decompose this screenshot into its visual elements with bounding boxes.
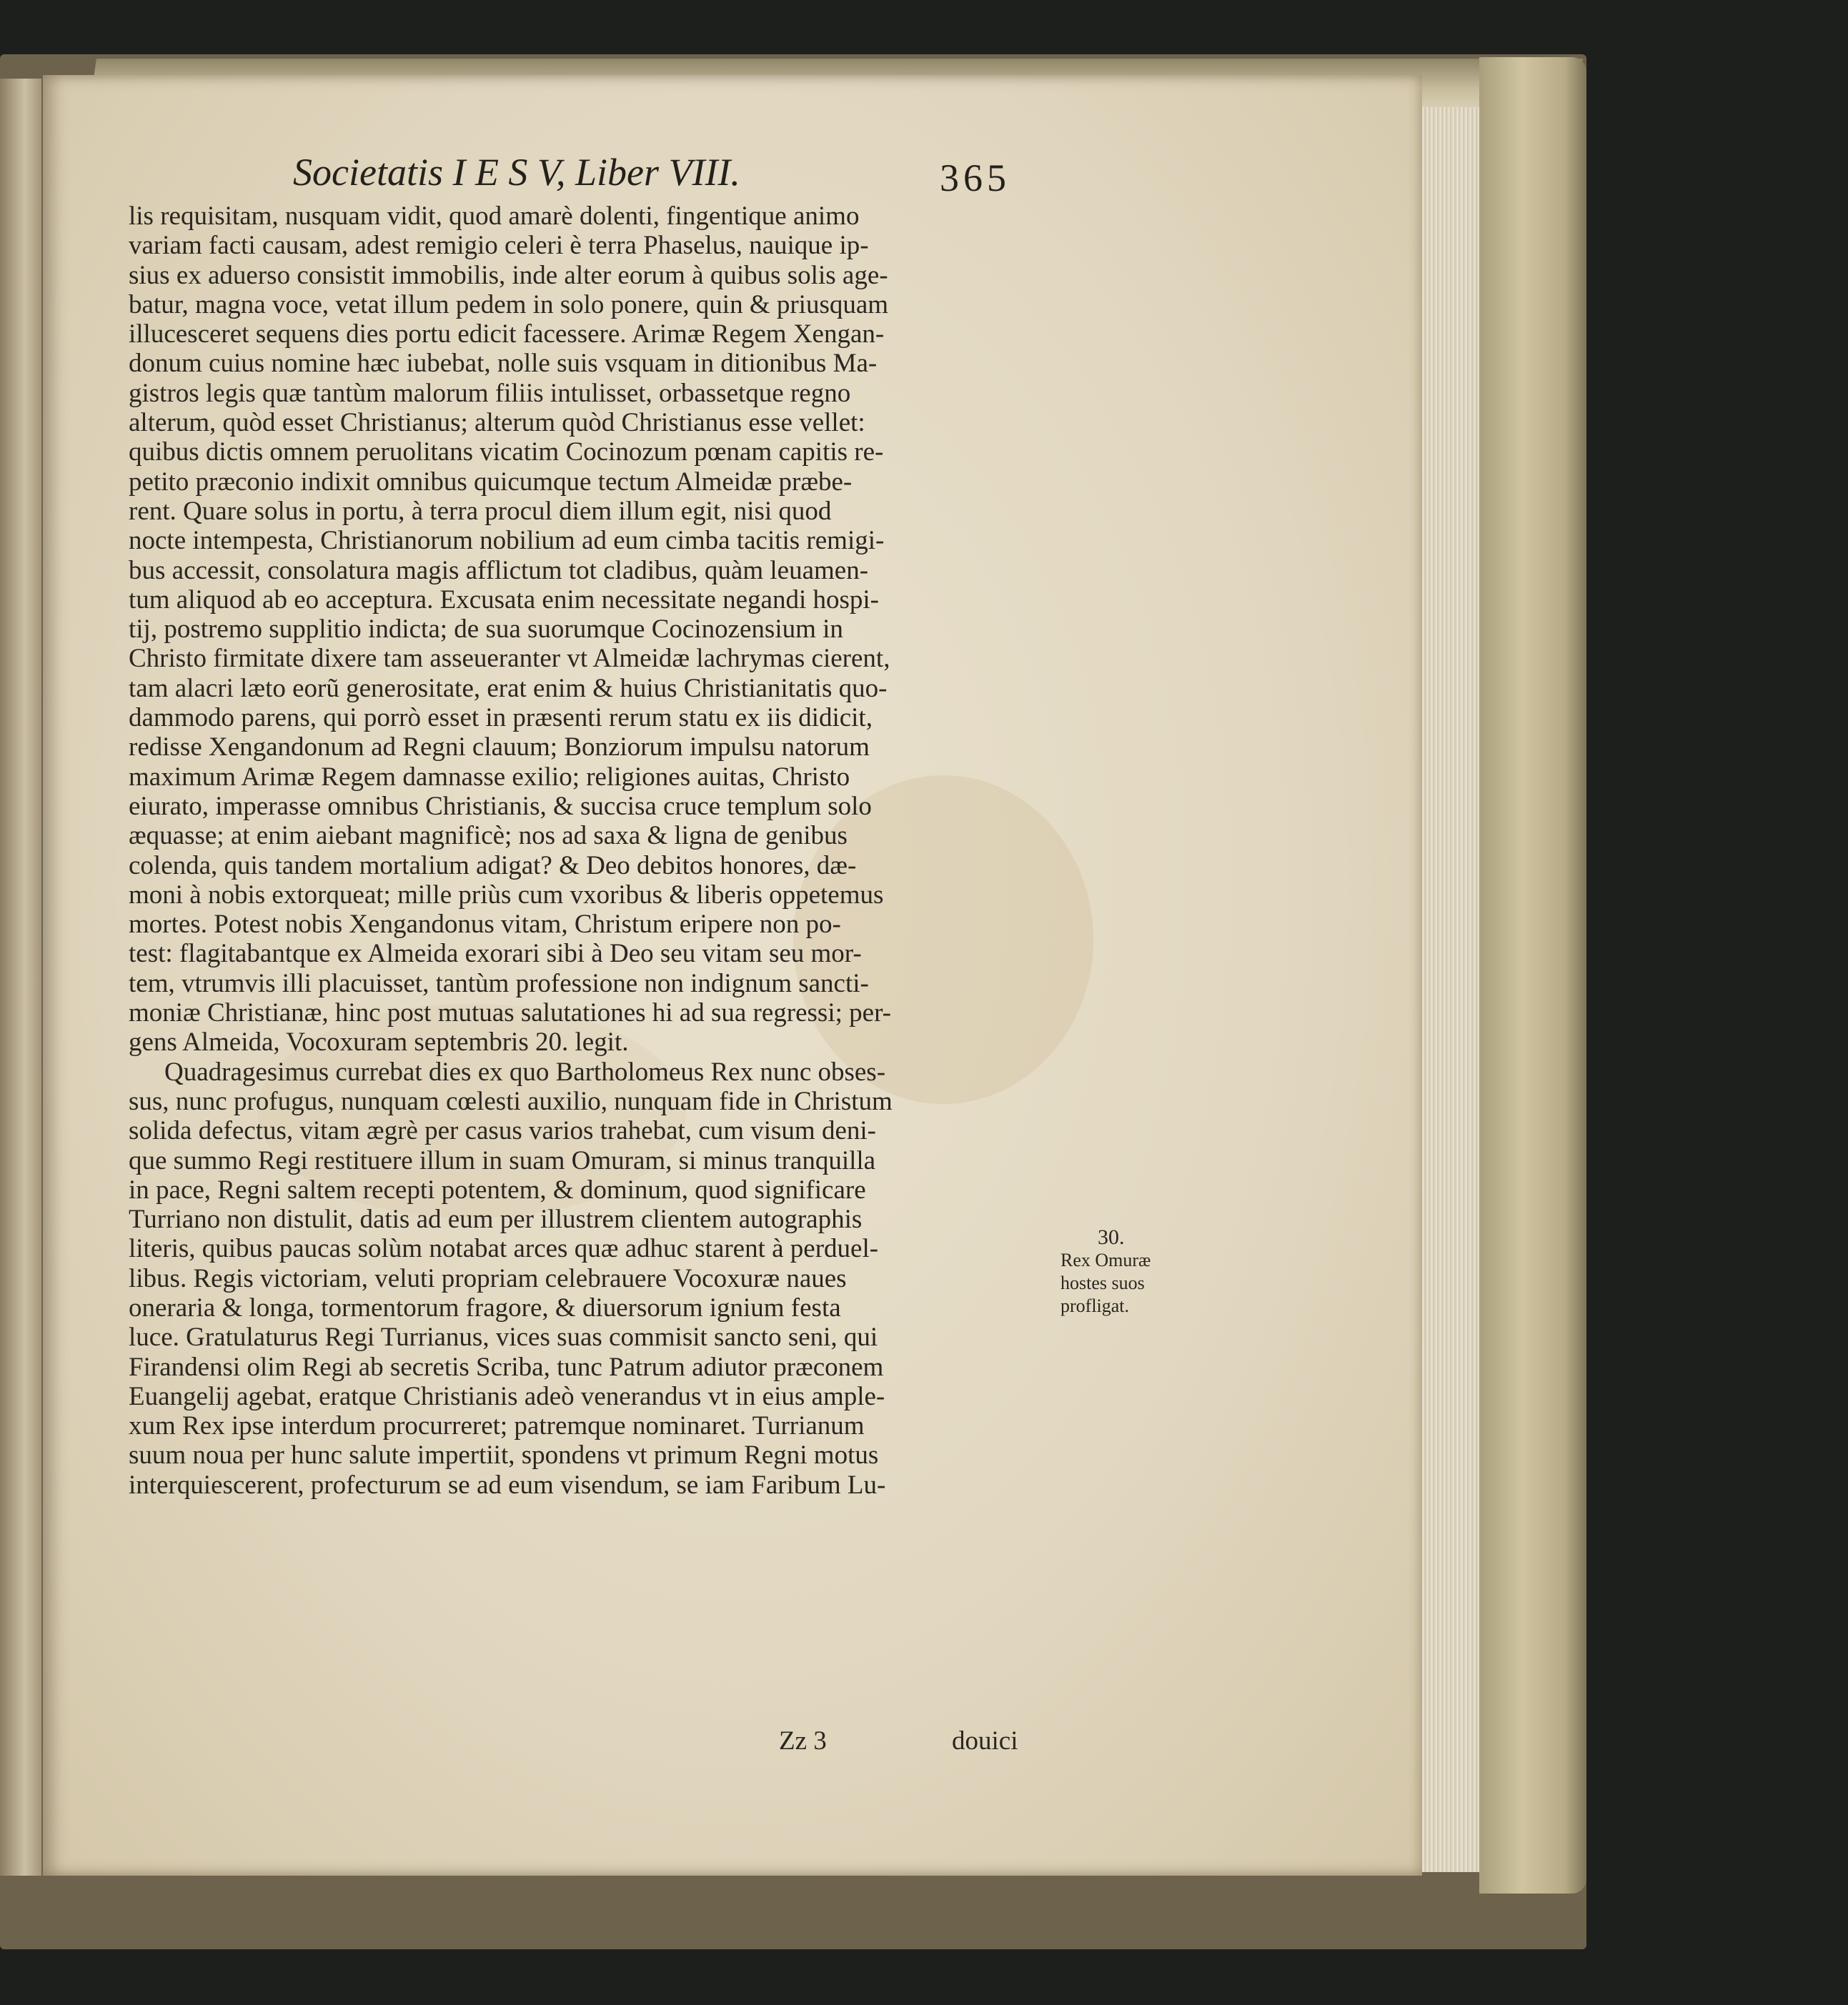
text-line: literis, quibus paucas solùm notabat arces quæ adhuc starent à perduel- <box>129 1234 879 1264</box>
text-line: test: flagitabantque ex Almeida exorari sibi à Deo seu vitam seu mor- <box>129 939 862 969</box>
text-line: petito præconio indixit omnibus quicumque tectum Almeidæ præbe- <box>129 467 853 497</box>
text-line: nocte intempesta, Christianorum nobilium ad eum cimba tacitis remigi- <box>129 526 885 556</box>
catchword: douici <box>952 1726 1018 1756</box>
text-line: sus, nunc profugus, nunquam cœlesti auxilio, nunquam fide in Christum <box>129 1086 893 1116</box>
text-line: tem, vtrumvis illi placuisset, tantùm professione non indignum sancti- <box>129 968 869 998</box>
text-line: alterum, quòd esset Christianus; alterum quòd Christianus esse vellet: <box>129 408 865 438</box>
running-title: Societatis I E S V, Liber VIII. <box>293 151 740 194</box>
text-line: que summo Regi restituere illum in suam Omuram, si minus tranquilla <box>129 1145 876 1175</box>
margin-note-number: 30. <box>1098 1225 1125 1249</box>
text-line: lis requisitam, nusquam vidit, quod amarè dolenti, fingentique animo <box>129 202 860 231</box>
text-line: batur, magna voce, vetat illum pedem in solo ponere, quin & priusquam <box>129 289 889 319</box>
text-line: Christo firmitate dixere tam asseueranter vt Almeidæ lachrymas cierent, <box>129 644 890 674</box>
body-text <box>129 202 1058 1500</box>
text-line: tum aliquod ab eo acceptura. Excusata enim necessitate negandi hospi- <box>129 584 880 615</box>
text-line: in pace, Regni saltem recepti potentem, & dominum, quod significare <box>129 1175 866 1205</box>
text-line: moniæ Christianæ, hinc post mutuas salutationes hi ad sua regressi; per- <box>129 998 891 1028</box>
text-line: xum Rex ipse interdum procurreret; patremque nominaret. Turrianum <box>129 1411 865 1441</box>
text-line: Quadragesimus currebat dies ex quo Bartholomeus Rex nunc obses- <box>164 1057 886 1087</box>
text-line: dammodo parens, qui porrò esset in præsenti rerum statu ex iis didicit, <box>129 703 873 733</box>
text-line: æquasse; at enim aiebant magnificè; nos ad saxa & ligna de genibus <box>129 821 848 851</box>
margin-note-line: Rex Omuræ <box>1060 1250 1151 1270</box>
book-spine <box>1479 57 1586 1894</box>
text-line: donum cuius nomine hæc iubebat, nolle suis vsquam in ditionibus Ma- <box>129 349 878 379</box>
margin-note-line: hostes suos <box>1060 1273 1145 1293</box>
running-head <box>293 143 1079 207</box>
text-line: colenda, quis tandem mortalium adigat? & Deo debitos honores, dæ- <box>129 850 857 880</box>
text-line: bus accessit, consolatura magis afflictum tot cladibus, quàm leuamen- <box>129 555 869 585</box>
text-line: tij, postremo supplitio indicta; de sua suorumque Cocinozensium in <box>129 615 843 645</box>
text-line: tam alacri læto eorũ generositate, erat enim & huius Christianitatis quo- <box>129 673 888 703</box>
text-line: mortes. Potest nobis Xengandonus vitam, Christum eripere non po- <box>129 910 841 940</box>
margin-note <box>1060 1226 1203 1318</box>
text-line: illucesceret sequens dies portu edicit facessere. Arimæ Regem Xengan- <box>129 319 885 349</box>
text-line: eiurato, imperasse omnibus Christianis, & succisa cruce templum solo <box>129 791 872 821</box>
text-line: gens Almeida, Vocoxuram septembris 20. legit. <box>129 1028 629 1058</box>
text-line: interquiescerent, profecturum se ad eum visendum, se iam Faribum Lu- <box>129 1470 886 1500</box>
text-line: solida defectus, vitam ægrè per casus varios trahebat, cum visum deni- <box>129 1116 876 1146</box>
text-line: libus. Regis victoriam, veluti propriam celebrauere Vocoxuræ naues <box>129 1263 847 1293</box>
text-line: Euangelij agebat, eratque Christianis adeò venerandus vt in eius ample- <box>129 1381 885 1411</box>
text-line: Turriano non distulit, datis ad eum per illustrem clientem autographis <box>129 1205 863 1235</box>
text-line: luce. Gratulaturus Regi Turrianus, vices suas commisit sancto seni, qui <box>129 1323 878 1353</box>
page-fore-edge <box>1422 107 1479 1872</box>
signature-mark: Zz 3 <box>779 1726 827 1756</box>
text-line: sius ex aduerso consistit immobilis, inde alter eorum à quibus solis age- <box>129 260 888 290</box>
text-line: gistros legis quæ tantùm malorum filiis intulisset, orbassetque regno <box>129 378 851 408</box>
margin-note-line: profligat. <box>1060 1295 1130 1316</box>
page-footer <box>129 1726 1058 1758</box>
text-line: suum noua per hunc salute impertiit, spondens vt primum Regni motus <box>129 1441 879 1471</box>
text-line: maximum Arimæ Regem damnasse exilio; religiones auitas, Christo <box>129 762 850 792</box>
text-line: moni à nobis extorqueat; mille priùs cum vxoribus & liberis oppetemus <box>129 880 884 910</box>
text-line: variam facti causam, adest remigio celeri è terra Phaselus, nauique ip- <box>129 231 869 261</box>
text-line: rent. Quare solus in portu, à terra procul diem illum egit, nisi quod <box>129 496 832 526</box>
left-page-edge <box>0 79 41 1876</box>
text-line: quibus dictis omnem peruolitans vicatim Cocinozum pœnam capitis re- <box>129 437 884 467</box>
page-number: 365 <box>940 156 1010 199</box>
text-line: oneraria & longa, tormentorum fragore, & diuersorum ignium festa <box>129 1293 841 1323</box>
text-line: Firandensi olim Regi ab secretis Scriba, tunc Patrum adiutor præconem <box>129 1352 884 1382</box>
text-line: redisse Xengandonum ad Regni clauum; Bonziorum impulsu natorum <box>129 732 870 762</box>
